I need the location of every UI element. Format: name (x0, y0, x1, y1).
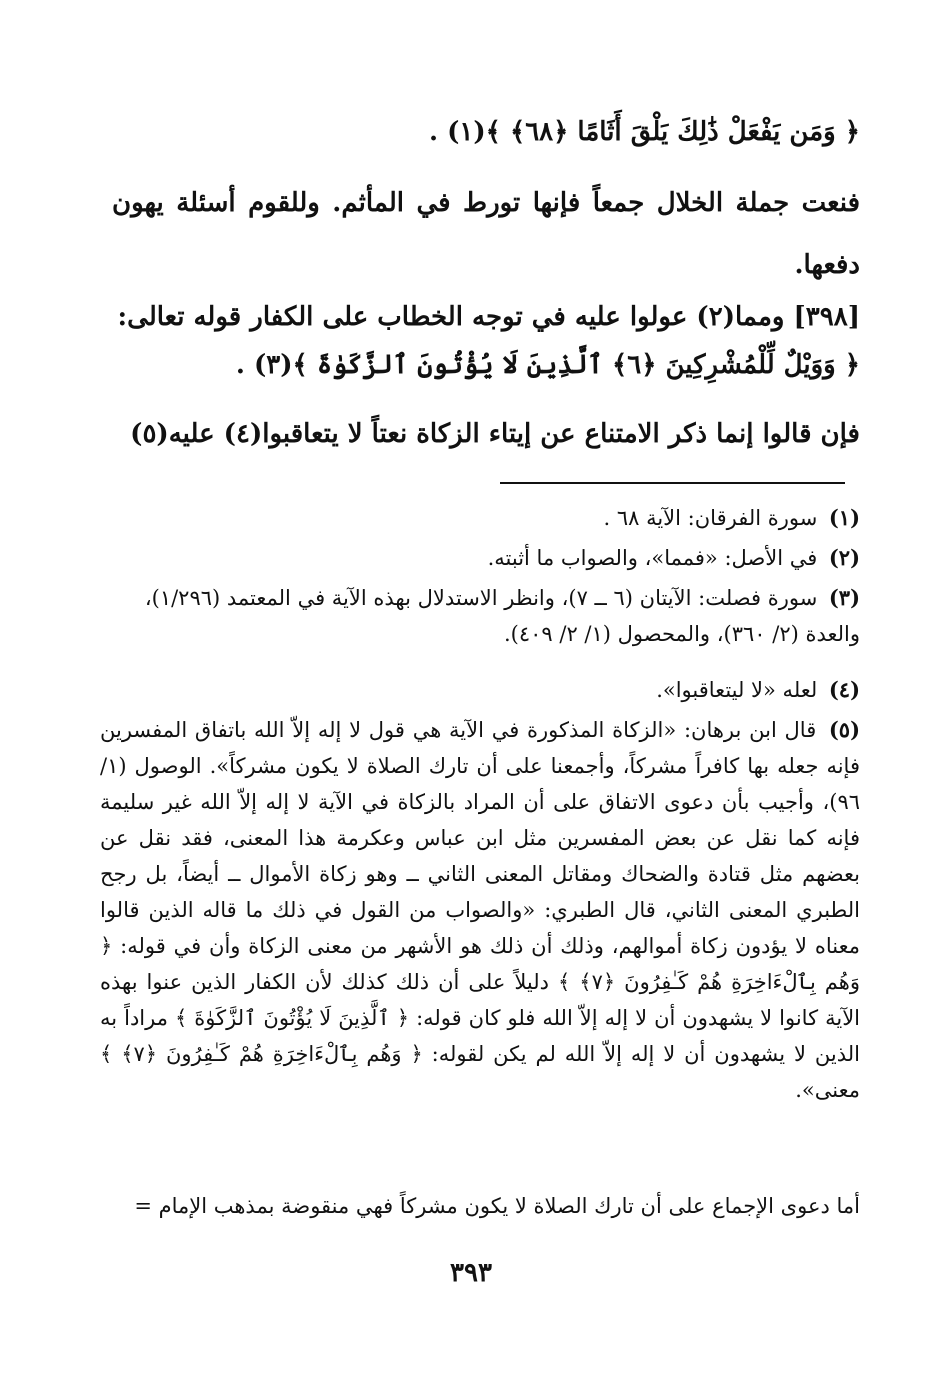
footnote-4 (100, 672, 860, 708)
main-paragraph-1: فنعت جملة الخلال جمعاً فإنها تورط في المأثم. وللقوم أسئلة يهون دفعها. (112, 188, 860, 280)
footnote-number: (١) (828, 505, 860, 530)
footnote-text: سورة الفرقان: الآية ٦٨ . (603, 506, 818, 530)
footnote-number: (٥) (828, 717, 860, 742)
footnote-number: (٤) (828, 677, 860, 702)
verse-line-fussilat: ﴿ وَوَيْلٌ لِّلْمُشْرِكِينَ ﴿٦﴾ ٱلَّذِينَ لَا يُؤْتُونَ ٱلزَّكَوٰةَ ﴾(٣) . (235, 350, 860, 380)
footnote-2 (100, 540, 860, 576)
footnote-text: في الأصل: «فمما»، والصواب ما أثبته. (487, 546, 818, 570)
footnote-3 (100, 580, 860, 652)
footnote-1 (100, 500, 860, 536)
verse-line-furqan: ﴿ وَمَن يَفْعَلْ ذَٰلِكَ يَلْقَ أَثَامًا ﴿٦٨﴾ ﴾(١) . (429, 117, 860, 147)
footnote-number: (٢) (828, 545, 860, 570)
footnote-text: لعله «لا ليتعاقبوا». (656, 678, 818, 702)
footnote-separator (500, 482, 845, 484)
footnote-5 (100, 712, 860, 1108)
footnote-text: قال ابن برهان: «الزكاة المذكورة في الآية هي قول لا إله إلاّ الله باتفاق المفسرين فإنه جعله بها كافراً مشركاً، وأجمعنا على أن تارك الصلاة لا يكون مشركاً». الوصول (١/ ٩٦)، وأجيب بأن دعوى الاتفاق على أن المراد بالزكاة في الآية لا إله إلاّ الله غير سليمة فإنه كما نقل عن بعض المفسرين مثل ابن عباس وعكرمة هذا المعنى، فقد نقل عن بعضهم مثل قتادة والضحاك ومقاتل المعنى الثاني ــ وهو زكاة الأموال ــ أيضاً، بل رجح الطبري المعنى الثاني، قال الطبري: «والصواب من القول في ذلك ما قاله الذين قالوا معناه لا يؤدون زكاة أموالهم، وذلك أن ذلك هو الأشهر من معنى الزكاة وأن في قوله: ﴿ وَهُم بِٱلْءَاخِرَةِ هُمْ كَـٰفِرُونَ ﴿٧﴾ ﴾ دليلاً على أن ذلك كذلك لأن الكفار الذين عنوا بهذه الآية كانوا لا يشهدون أن لا إله إلاّ الله فلو كان قوله: ﴿ ٱلَّذِينَ لَا يُؤْتُونَ ٱلزَّكَوٰةَ ﴾ مراداً به الذين لا يشهدون أن لا إله إلاّ الله لم يكن لقوله: ﴿ وَهُم بِٱلْءَاخِرَةِ هُمْ كَـٰفِرُونَ ﴿٧﴾ ﴾ معنى». (100, 718, 861, 1102)
main-paragraph-2-line-1: [٣٩٨] ومما(٢) عولوا عليه في توجه الخطاب على الكفار قوله تعالى: (117, 302, 860, 332)
main-paragraph-3: فإن قالوا إنما ذكر الامتناع عن إيتاء الزكاة نعتاً لا يتعاقبوا(٤) عليه(٥) (130, 419, 860, 449)
footnote-number: (٣) (828, 585, 860, 610)
footnote-continuation: أما دعوى الإجماع على أن تارك الصلاة لا يكون مشركاً فهي منقوضة بمذهب الإمام = (134, 1194, 860, 1218)
footnote-text: سورة فصلت: الآيتان (٦ ــ ٧)، وانظر الاستدلال بهذه الآية في المعتمد (١/٢٩٦)، والعدة (٢/ ٣٦٠)، والمحصول (١/ ٢/ ٤٠٩). (144, 586, 860, 646)
page-number: ٣٩٣ (450, 1258, 492, 1288)
